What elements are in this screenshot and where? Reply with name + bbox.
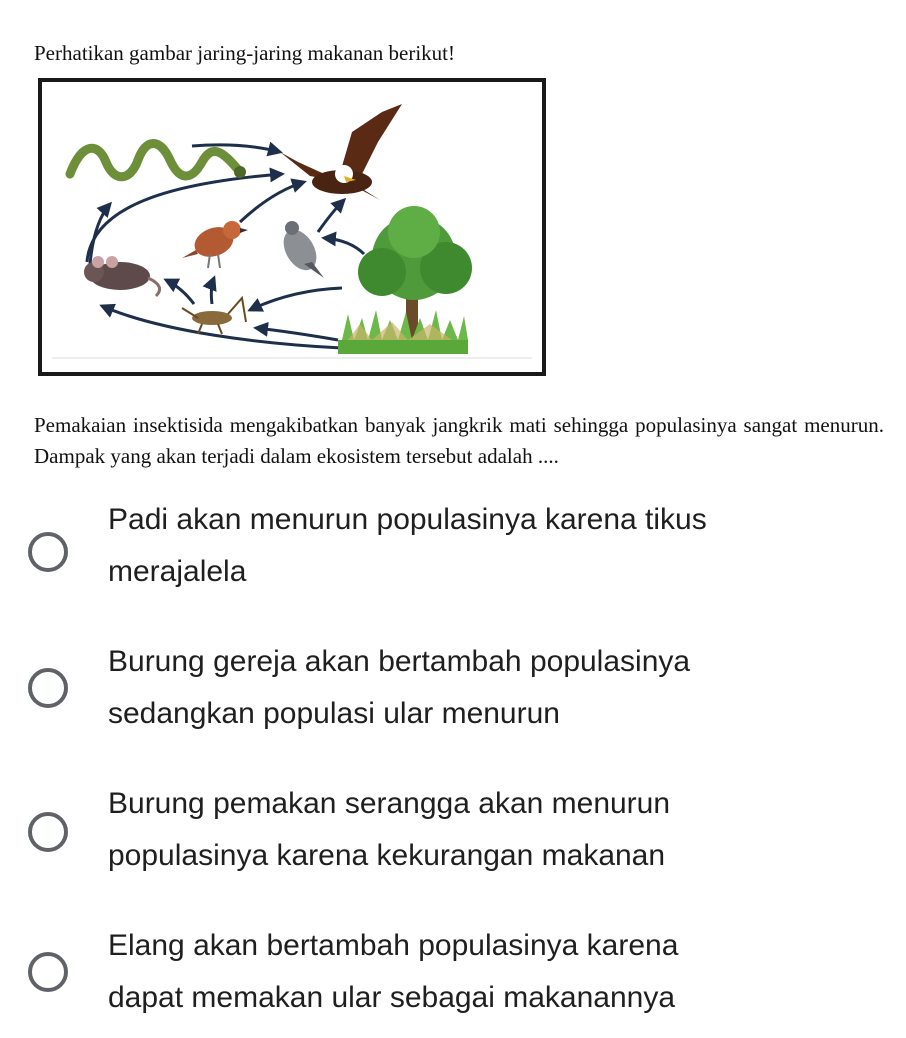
option-c-label[interactable]: Burung pemakan serangga akan menurun populasinya karena kekurangan makanan xyxy=(108,787,671,872)
food-web-figure xyxy=(38,78,546,376)
arrow-tree-to-cricket xyxy=(250,288,342,310)
option-d-label[interactable]: Elang akan bertambah populasinya karena dapat memakan ular sebagai makanannya xyxy=(108,929,679,1014)
instruction-text: Perhatikan gambar jaring-jaring makanan berikut! xyxy=(34,41,456,65)
snake-icon xyxy=(70,144,246,179)
radio-button-b[interactable] xyxy=(28,668,68,708)
arrow-rat-to-snake xyxy=(90,204,110,264)
radio-button-c[interactable] xyxy=(28,812,68,852)
arrow-cricket-to-rat xyxy=(166,280,194,304)
cricket-icon xyxy=(182,298,246,334)
radio-button-a[interactable] xyxy=(28,532,68,572)
arrow-rat-to-eagle xyxy=(87,174,282,262)
grass-icon xyxy=(338,310,468,354)
arrow-bird-to-eagle xyxy=(240,182,304,222)
question-text: Pemakaian insektisida mengakibatkan banyak jangkrik mati sehingga populasinya sangat menurun. Dampak yang akan terjadi dalam ekosistem tersebut adalah .... xyxy=(34,413,884,468)
radio-button-d[interactable] xyxy=(28,952,68,992)
option-d[interactable] xyxy=(0,926,906,1036)
rat-icon xyxy=(84,256,160,296)
option-b[interactable] xyxy=(0,642,906,752)
bird-icon xyxy=(182,221,248,268)
dove-icon xyxy=(277,221,324,278)
option-b-label[interactable]: Burung gereja akan bertambah populasinya sedangkan populasi ular menurun xyxy=(108,645,691,730)
option-a-label[interactable]: Padi akan menurun populasinya karena tikus merajalela xyxy=(108,503,707,588)
arrow-dove-to-eagle xyxy=(318,200,344,232)
option-a[interactable] xyxy=(0,500,906,610)
eagle-icon xyxy=(280,104,402,200)
arrow-grass-to-cricket xyxy=(256,328,338,340)
arrow-tree-to-dove xyxy=(324,238,364,254)
option-c[interactable] xyxy=(0,784,906,894)
arrow-cricket-to-bird xyxy=(211,278,214,304)
